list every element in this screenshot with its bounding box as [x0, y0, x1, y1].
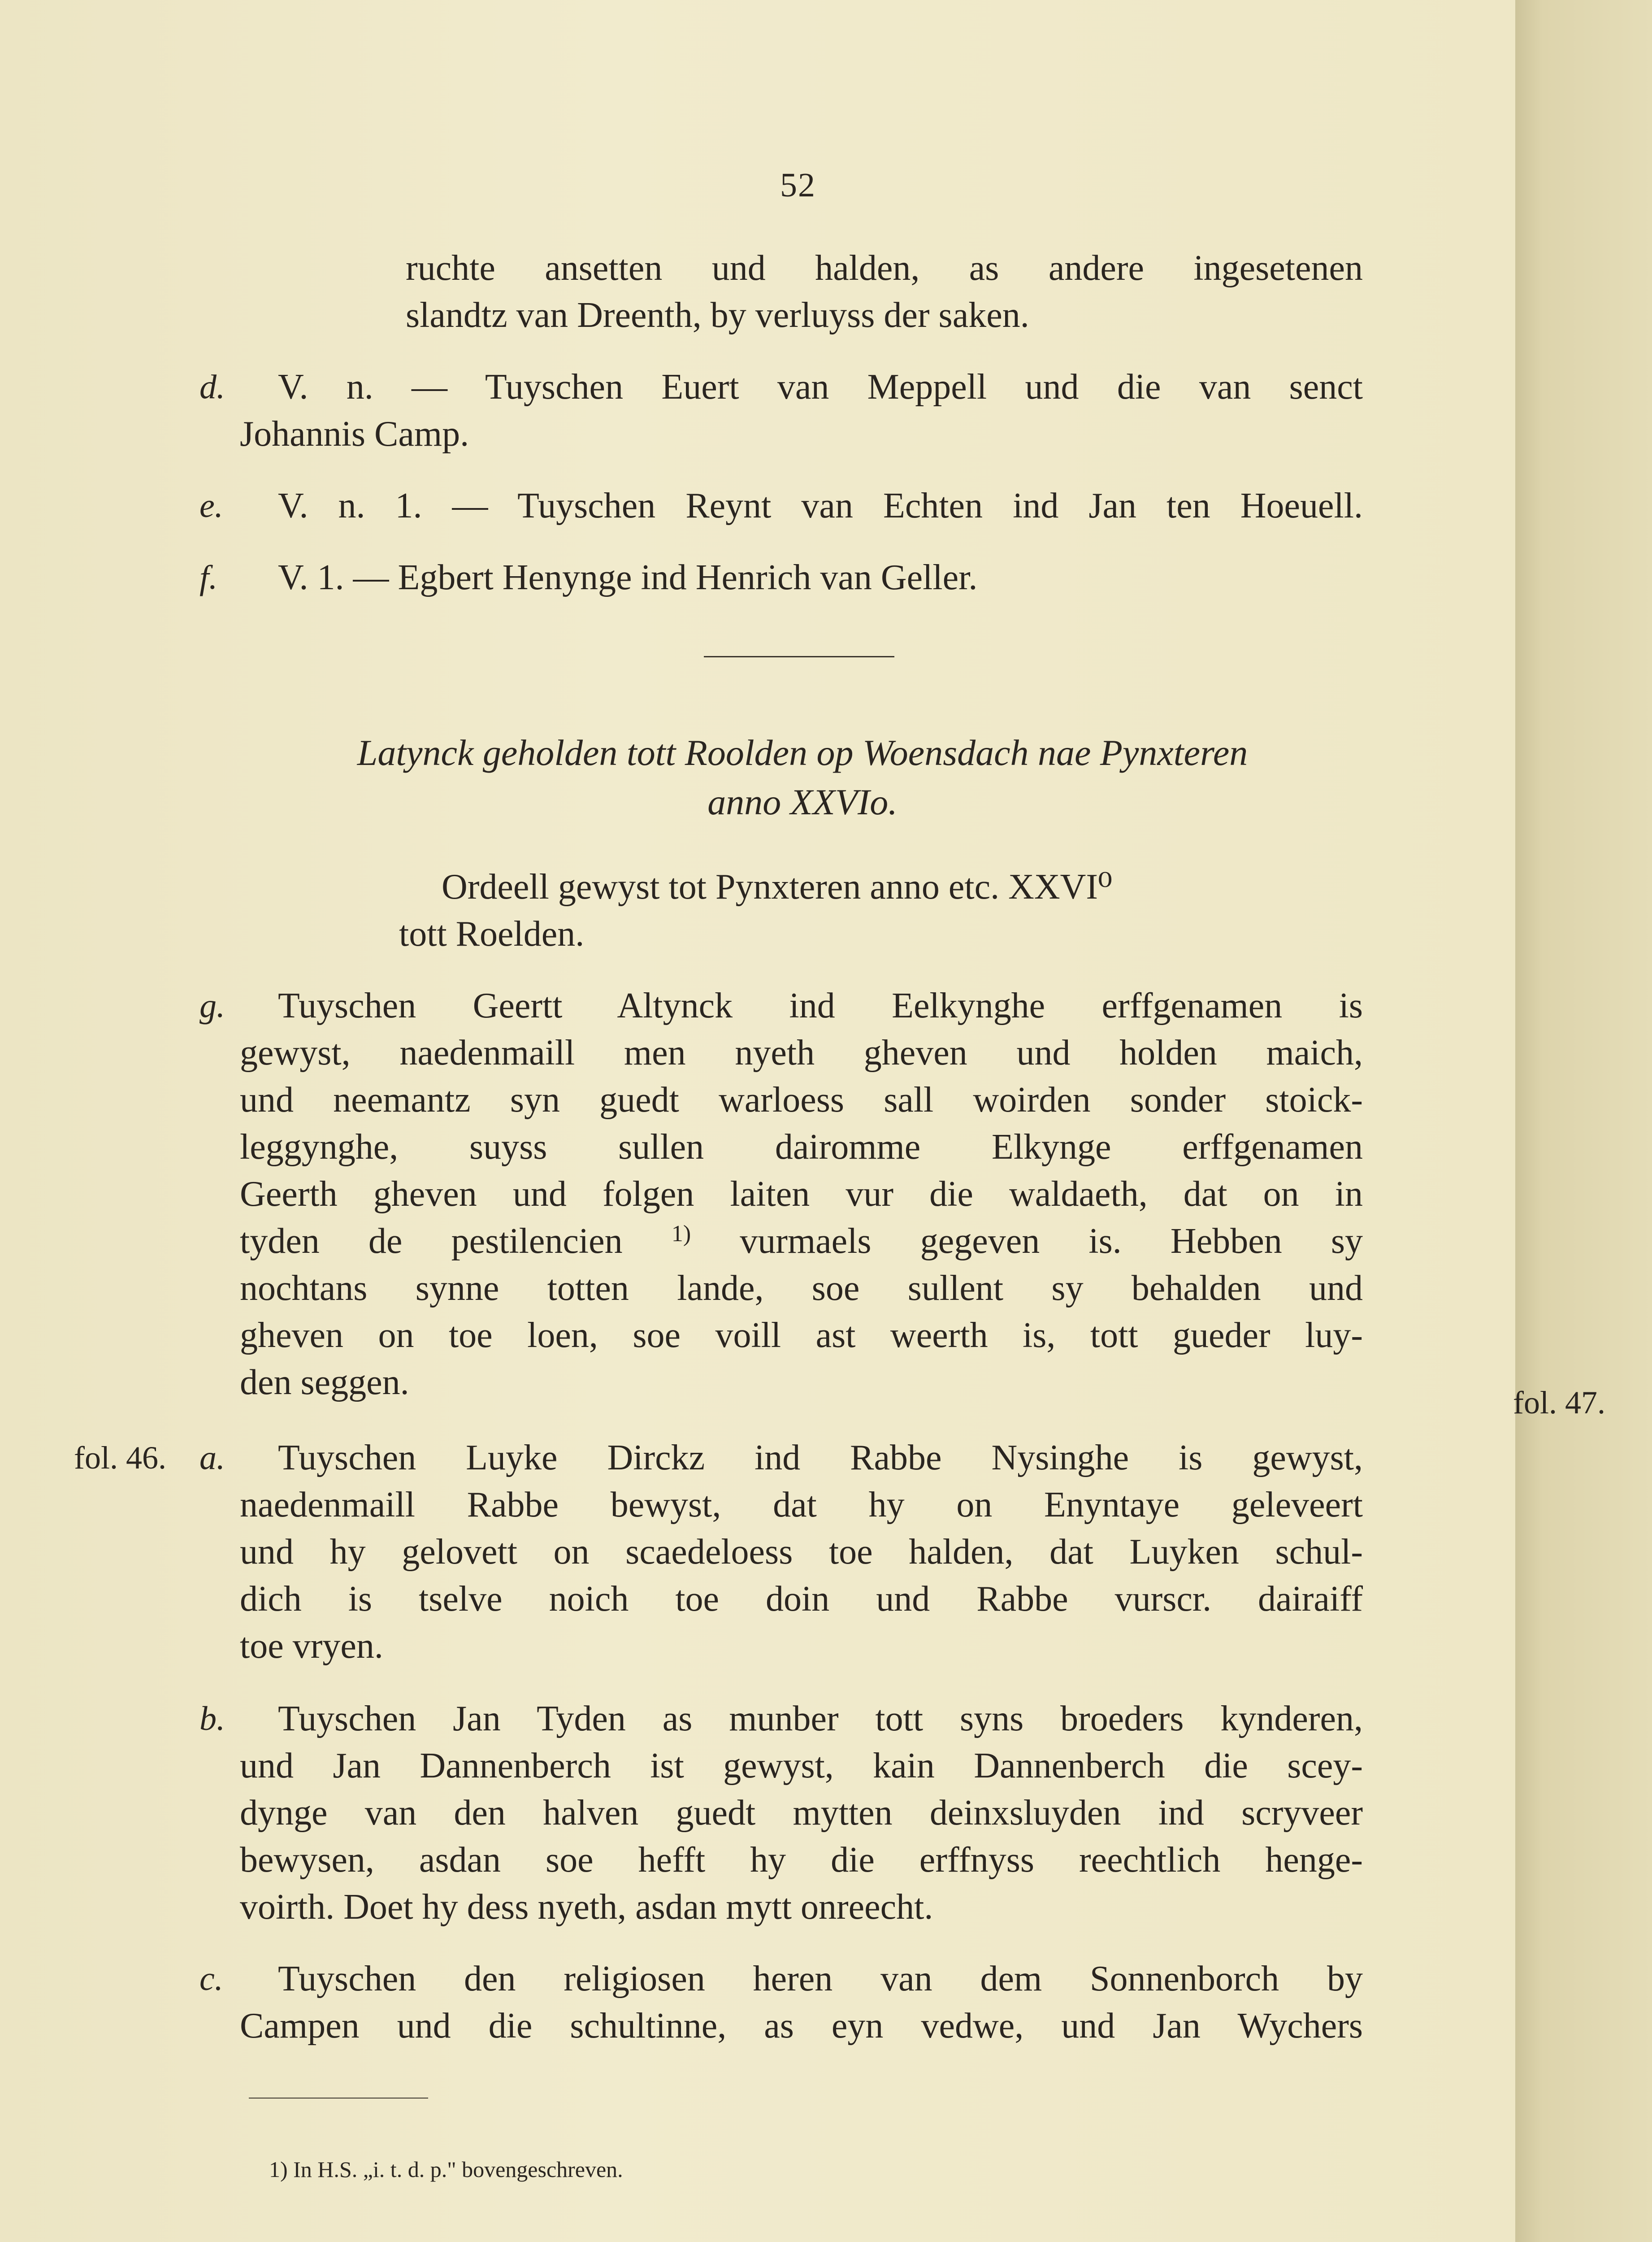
entry-marker-d: d. — [199, 368, 225, 406]
text-line: bewysen, asdan soe hefft hy die erffnyss reechtlich henge- — [240, 1840, 1363, 1880]
text-line: slandtz van Dreenth, by verluyss der saken. — [406, 295, 1029, 335]
section-heading: Latynck geholden tott Roolden op Woensdach nae Pynxteren — [357, 732, 1248, 773]
text-line: Campen und die schultinne, as eyn vedwe, und Jan Wychers — [240, 2006, 1363, 2046]
text-line: den seggen. — [240, 1363, 409, 1402]
footnote-reference: 1) — [671, 1221, 691, 1247]
footnote: 1) In H.S. „i. t. d. p." bovengeschreven. — [269, 2157, 623, 2182]
entry-marker-c: c. — [199, 1960, 223, 1998]
entry-marker-a: a. — [199, 1439, 225, 1477]
text-line: und neemantz syn guedt warloess sall woirden sonder stoick- — [240, 1080, 1363, 1120]
text-line: dich is tselve noich toe doin und Rabbe vurscr. dairaiff — [240, 1579, 1363, 1619]
text-line: und Jan Dannenberch ist gewyst, kain Dannenberch die scey- — [240, 1746, 1363, 1786]
text-line: ruchte ansetten und halden, as andere ingesetenen — [406, 248, 1363, 288]
text-line: V. n. — Tuyschen Euert van Meppell und die van senct — [278, 367, 1363, 407]
entry-marker-f: f. — [199, 559, 218, 596]
text-line: toe vryen. — [240, 1626, 383, 1666]
text-line: Tuyschen Luyke Dirckz ind Rabbe Nysinghe is gewyst, — [278, 1438, 1363, 1477]
section-divider — [704, 656, 894, 657]
text-segment: tyden de pestilencien — [240, 1221, 672, 1261]
text-line: V. n. 1. — Tuyschen Reynt van Echten ind Jan ten Hoeuell. — [278, 486, 1363, 526]
text-line: V. 1. — Egbert Henynge ind Henrich van Geller. — [278, 558, 978, 597]
text-segment: vurmaels gegeven is. Hebben sy — [691, 1221, 1363, 1261]
text-line: Tuyschen Geertt Altynck ind Eelkynghe erffgenamen is — [278, 986, 1363, 1025]
page-number: 52 — [780, 166, 816, 204]
text-line: Johannis Camp. — [240, 414, 469, 454]
page-edge — [1515, 0, 1652, 2242]
entry-marker-e: e. — [199, 487, 223, 525]
entry-marker-g: g. — [199, 987, 225, 1025]
text-line: leggynghe, suyss sullen dairomme Elkynge erffgenamen — [240, 1127, 1363, 1167]
text-line: Tuyschen den religiosen heren van dem Sonnenborch by — [278, 1959, 1363, 1999]
text-line: naedenmaill Rabbe bewyst, dat hy on Enyntaye geleveert — [240, 1485, 1363, 1525]
text-line: Ordeell gewyst tot Pynxteren anno etc. XXVI⁰ — [442, 867, 1113, 907]
text-line: und hy gelovett on scaedeloess toe halden, dat Luyken schul- — [240, 1532, 1363, 1572]
text-line — [240, 1217, 1363, 1265]
entry-marker-b: b. — [199, 1700, 225, 1738]
section-heading: anno XXVIo. — [707, 782, 898, 822]
text-line: Geerth gheven und folgen laiten vur die waldaeth, dat on in — [240, 1174, 1363, 1214]
text-line: tott Roelden. — [399, 914, 585, 954]
text-line: gheven on toe loen, soe voill ast weerth is, tott gueder luy- — [240, 1316, 1363, 1355]
text-line: nochtans synne totten lande, soe sullent sy behalden und — [240, 1269, 1363, 1308]
text-line: dynge van den halven guedt mytten deinxsluyden ind scryveer — [240, 1793, 1363, 1833]
folio-note-left: fol. 46. — [74, 1440, 166, 1476]
footnote-divider — [249, 2098, 428, 2099]
text-line: gewyst, naedenmaill men nyeth gheven und holden maich, — [240, 1033, 1363, 1073]
folio-note-right: fol. 47. — [1513, 1385, 1605, 1421]
text-line: Tuyschen Jan Tyden as munber tott syns broeders kynderen, — [278, 1699, 1363, 1738]
text-line: voirth. Doet hy dess nyeth, asdan mytt onreecht. — [240, 1887, 933, 1927]
